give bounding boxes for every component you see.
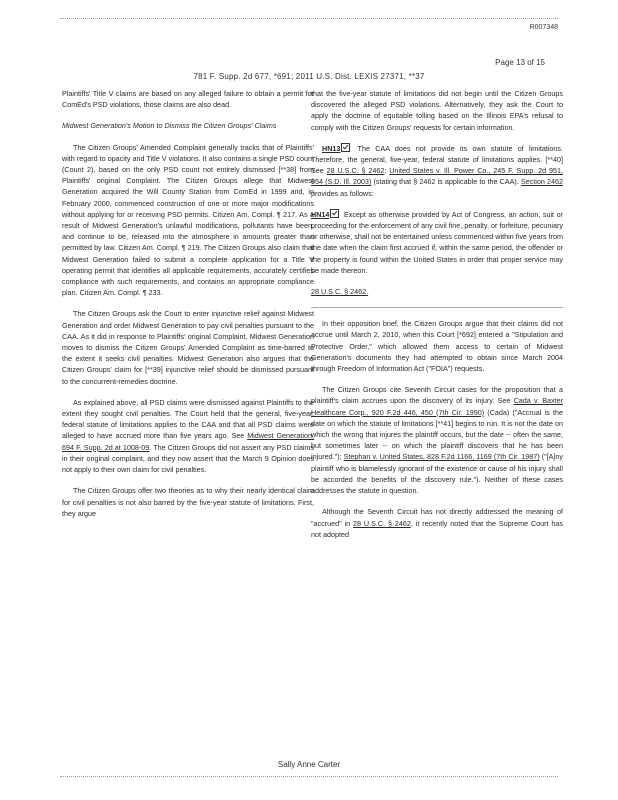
paragraph: In their opposition brief, the Citizen Groups argue that their claims did not accrue until March 2, 2010, when this Court [*692] entered a "Stipulation and Protective Order," which allowed them access to certain of Midwest Generation's documents they had attempted to obtain since March 2004 through Freedom of Information Act ("FOIA") requests. bbox=[311, 319, 563, 374]
headnote-icon[interactable] bbox=[341, 143, 350, 152]
statute-link-section-2462[interactable]: Section 2462 bbox=[520, 177, 563, 187]
case-citation: 781 F. Supp. 2d 677, *691; 2011 U.S. Dist. LEXIS 27371, **37 bbox=[193, 72, 425, 81]
paragraph-text: As explained above, all PSD claims were dismissed against Plaintiffs to the extent they sought civil penalties. The Court held that the general, five-year, federal statute of limitations applies to the CAA and that all PSD claims were alleged to have accrued more than five years ago. See bbox=[62, 397, 314, 441]
statute-link-2462-b[interactable]: 28 U.S.C. § 2462 bbox=[353, 518, 411, 528]
quote-text: Except as otherwise provided by Act of Congress, an action, suit or proceeding for the enforcement of any civil fine, penalty, or forfeiture, pecuniary or otherwise, shall not be entertained unless commenced within five years from the date when the claim first accrued if, within the same period, the offender or the property is found within the United States in order that proper service may be made thereon. bbox=[311, 209, 563, 275]
section-heading: Midwest Generation's Motion to Dismiss the Citizen Groups' Claims bbox=[62, 121, 277, 131]
left-column bbox=[62, 88, 314, 529]
paragraph: The Citizen Groups' Amended Complaint generally tracks that of Plaintiffs' with regard to opacity and Title V violations. It also contains a single PSD count (Count 2), based on the only PSD count not entirely dismissed [**38] from Plaintiffs' original Complaint. The Citizen Groups allege that Midwest Generation acquired the Will County Station from ComEd in 1999 and, in February 2000, commenced construction of one or more major modifications without applying for or receiving PSD permits. Citizen Am. Compl. ¶ 217. As a result of Midwest Generation's unlawful modifications, pollutants have been, and continue to be, released into the atmosphere in amounts greater than permitted by law. Citizen Am. Compl. ¶ 219. The Citizen Groups also claim that Midwest Generation failed to submit a complete application for a Title V operating permit that identifies all applicable requirements, accurately certifies compliance with such requirements, and contains an appropriate compliance plan. Citizen Am. Compl. ¶ 233. bbox=[62, 142, 314, 298]
paragraph: Plaintiffs' Title V claims are based on any alleged failure to obtain a permit for ComEd's PSD violations, those claims are also dead. bbox=[62, 89, 314, 110]
paragraph: The Citizen Groups ask the Court to enter injunctive relief against Midwest Generation and order Midwest Generation to pay civil penalties pursuant to the CAA. As it did in response to Plaintiffs' original Complaint, Midwest Generation moves to dismiss the Citizen Groups' Amended Complaint as time-barred to the extent it seeks civil penalties. Midwest Generation also argues that the Citizen Groups' claim for [**39] injunctive relief should be dismissed pursuant to the concurrent-remedies doctrine. bbox=[62, 309, 314, 386]
case-link-stephan[interactable]: Stephan v. United States, 828 F.2d 1166, 1169 (7th Cir. 1987) bbox=[343, 452, 540, 462]
page-number: Page 13 of 15 bbox=[495, 58, 545, 67]
statute-link-2462[interactable]: 28 U.S.C. § 2462 bbox=[326, 166, 385, 176]
statute-citation-link[interactable]: 28 U.S.C. § 2462. bbox=[311, 287, 369, 297]
paragraph bbox=[62, 397, 314, 475]
divider bbox=[311, 307, 563, 308]
paragraph bbox=[311, 506, 563, 540]
right-column bbox=[311, 88, 563, 550]
paragraph-text: The Citizen Groups cite Seventh Circuit cases for the proposition that a plaintiff's claim accrues upon the discovery of its injury. See bbox=[311, 385, 563, 406]
paragraph-text: . The Citizen Groups did not assert any PSD claims in their original complaint, and they now assert that the March 9 Opinion does not apply to their own claim for civil penalties. bbox=[62, 442, 314, 475]
footer-name: Sally Anne Carter bbox=[277, 760, 341, 769]
paragraph-text: Although the Seventh Circuit has not directly addressed the meaning of "accrued" in bbox=[311, 507, 563, 528]
headnote-link-hn14[interactable]: HN14 bbox=[311, 209, 330, 219]
paragraph: that the five-year statute of limitations did not begin until the Citizen Groups discovered the alleged PSD violations. Alternatively, they ask the Court to apply the doctrine of equitable tolling based on the Illinois EPA's refusal to comply with the Citizen Groups' requests for certain information. bbox=[311, 89, 563, 132]
paragraph: The Citizen Groups offer two theories as to why their nearly identical claim for civil penalties is not also barred by the five-year statute of limitations. First, they argue bbox=[62, 486, 314, 518]
paragraph-text: (stating that § 2462 is applicable to the CAA). bbox=[371, 177, 521, 187]
paragraph bbox=[311, 384, 563, 496]
top-dotted-rule bbox=[60, 18, 558, 19]
paragraph bbox=[311, 143, 563, 199]
headnote-icon[interactable] bbox=[330, 209, 339, 218]
paragraph-text: ("[A]ny plaintiff who is blamelessly ignorant of the existence or cause of his injury shall be accorded the benefits of the discovery rule."). Neither of these cases addresses the statute in question. bbox=[311, 452, 564, 496]
paragraph-text: (Cada) ("Accrual is the date on which the statute of limitations [**41] begins to run. It is not the date on which the wrong that injures the plaintiff occurs, but the date -- often the same, but sometimes later -- on which the plaintiff discovers that he has been injured."); bbox=[311, 407, 563, 462]
paragraph-text: The CAA does not provide its own statute of limitations. Therefore, the general, five-year, federal statute of limitations applies. [**40] See bbox=[311, 143, 563, 176]
headnote-link-hn13[interactable]: HN13 bbox=[322, 143, 341, 153]
case-link-cada[interactable]: Cada v. Baxter Healthcare Corp., 920 F.2d 446, 450 (7th Cir. 1990) bbox=[311, 396, 563, 417]
bottom-dotted-rule bbox=[60, 776, 558, 777]
case-link-midwest-generation[interactable]: Midwest Generation, 694 F. Supp. 2d at 1008-09 bbox=[62, 431, 315, 452]
paragraph-text: provides as follows: bbox=[311, 188, 374, 198]
bates-number: R007348 bbox=[529, 24, 558, 31]
case-link-ill-power[interactable]: United States v. Ill. Power Co., 245 F. Supp. 2d 951, 954 (S.D. Ill. 2003) bbox=[311, 166, 563, 187]
paragraph-text: ; bbox=[384, 166, 390, 176]
block-quote bbox=[311, 209, 563, 276]
paragraph-text: , it recently noted that the Supreme Court has not adopted bbox=[311, 518, 564, 539]
